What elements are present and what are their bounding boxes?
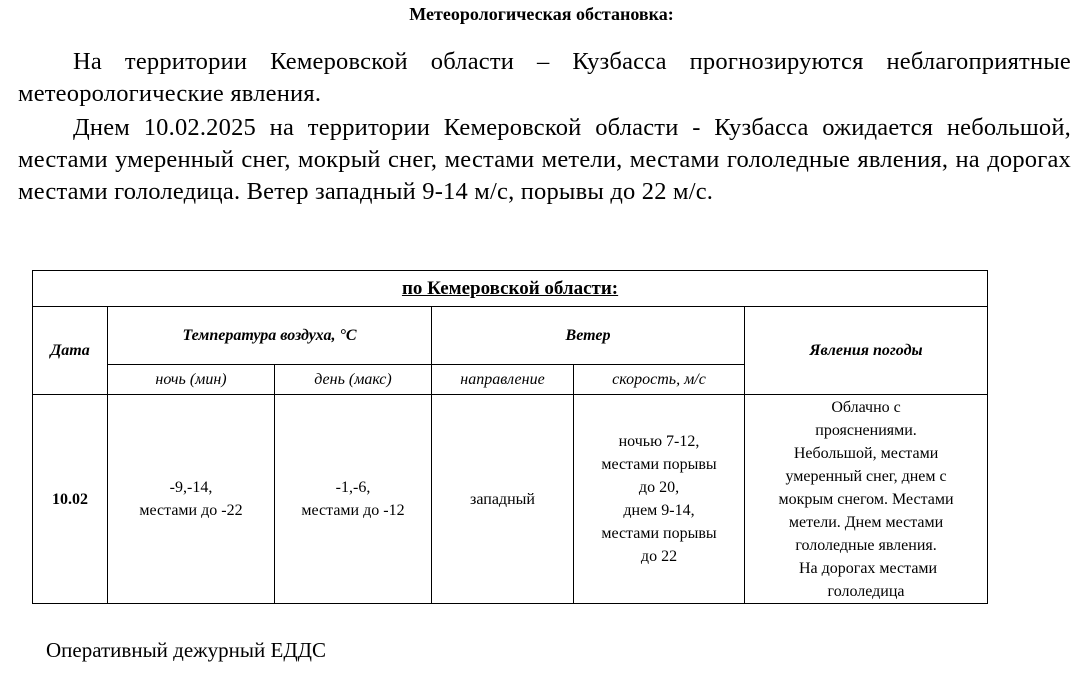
header-temperature: Температура воздуха, °С <box>108 307 432 365</box>
header-wind: Ветер <box>432 307 745 365</box>
phenomena-line: мокрым снегом. Местами <box>778 490 954 508</box>
phenomena-line: Небольшой, местами <box>793 444 939 462</box>
subheader-day: день (макс) <box>275 365 432 395</box>
speed-line: местами порывы <box>601 456 717 473</box>
phenomena-line: Облачно с <box>831 398 901 416</box>
phenomena-line: гололедные явления. <box>795 536 937 554</box>
table-caption: по Кемеровской области: <box>33 271 988 307</box>
cell-speed <box>574 395 745 604</box>
phenomena-line: гололедица <box>827 582 905 600</box>
weather-table <box>32 270 988 604</box>
signature: Оперативный дежурный ЕДДС <box>46 638 327 662</box>
day-temp-line: -1,-6, <box>335 479 371 496</box>
day-temp-line: местами до -12 <box>301 502 405 519</box>
cell-direction: западный <box>432 395 574 604</box>
speed-line: до 20, <box>638 479 680 496</box>
document-title: Метеорологическая обстановка: <box>409 4 674 24</box>
subheader-direction: направление <box>432 365 574 395</box>
cell-night-temp <box>108 395 275 604</box>
phenomena-line: прояснениями. <box>815 421 917 439</box>
paragraph-forecast: Днем 10.02.2025 на территории Кемеровской области - Кузбасса ожидается небольшой, местами умеренный снег, мокрый снег, местами метели, местами гололедные явления, на дорогах местами гололедица. Ветер западный 9-14 м/с, порывы до 22 м/с. <box>18 114 1071 205</box>
cell-date: 10.02 <box>33 395 108 604</box>
phenomena-line: умеренный снег, днем с <box>785 467 947 485</box>
speed-line: ночью 7-12, <box>618 433 700 450</box>
cell-phenomena <box>745 395 988 604</box>
speed-line: до 22 <box>640 548 678 565</box>
header-phenomena: Явления погоды <box>745 307 988 395</box>
speed-line: местами порывы <box>601 525 717 542</box>
subheader-night: ночь (мин) <box>108 365 275 395</box>
speed-line: днем 9-14, <box>623 502 695 519</box>
subheader-speed: скорость, м/с <box>574 365 745 395</box>
header-date: Дата <box>33 307 108 395</box>
cell-day-temp <box>275 395 432 604</box>
phenomena-line: На дорогах местами <box>794 559 938 577</box>
paragraph-warning: На территории Кемеровской области – Кузбасса прогнозируются неблагоприятные метеорологические явления. <box>18 48 1071 107</box>
phenomena-line: метели. Днем местами <box>788 513 944 531</box>
night-temp-line: местами до -22 <box>139 502 243 519</box>
night-temp-line: -9,-14, <box>169 479 213 496</box>
